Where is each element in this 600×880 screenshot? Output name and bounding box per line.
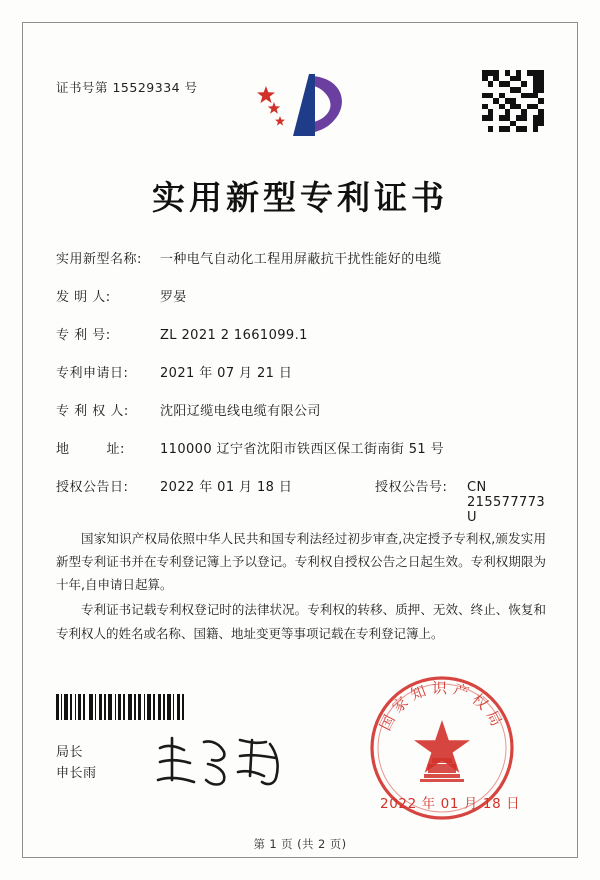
handwritten-signature-icon: [152, 728, 292, 794]
grant-date-label: 授权公告日:: [56, 480, 129, 495]
director-name: 申长雨: [56, 766, 97, 782]
field-row: [56, 248, 546, 267]
field-row: [56, 400, 546, 419]
seal-date: 2022 年 01 月 18 日: [380, 796, 521, 812]
field-value: 一种电气自动化工程用屏蔽抗干扰性能好的电缆: [160, 252, 442, 267]
field-row: [56, 324, 546, 343]
field-row: [56, 362, 546, 381]
grant-row: [56, 476, 546, 525]
page-title: 实用新型专利证书: [152, 178, 448, 217]
field-value: ZL 2021 2 1661099.1: [160, 328, 308, 343]
field-value: 2021 年 07 月 21 日: [160, 366, 293, 381]
field-value: 沈阳辽缆电线电缆有限公司: [160, 404, 321, 419]
barcode: [56, 694, 206, 720]
field-value: 罗晏: [160, 290, 187, 305]
field-value: 110000 辽宁省沈阳市铁西区保工街南街 51 号: [160, 442, 444, 457]
cnipa-logo-icon: [252, 66, 362, 146]
legal-text: [56, 527, 546, 647]
qr-code: [482, 70, 544, 132]
field-label: 专 利 权 人:: [56, 404, 129, 419]
certificate-number: 证书号第 15529334 号: [56, 80, 198, 95]
field-label: 发 明 人:: [56, 290, 111, 305]
field-row: [56, 438, 546, 457]
field-label: 专 利 号:: [56, 328, 111, 343]
legal-paragraph: 专利证书记载专利权登记时的法律状况。专利权的转移、质押、无效、终止、恢复和专利权人的姓名或名称、国籍、地址变更等事项记载在专利登记簿上。: [56, 602, 546, 641]
grant-number-label: 授权公告号:: [375, 480, 448, 495]
legal-paragraph: 国家知识产权局依照中华人民共和国专利法经过初步审查,决定授予专利权,颁发实用新型专利证书并在专利登记簿上予以登记。专利权自授权公告之日起生效。专利权期限为十年,自申请日起算。: [56, 531, 546, 593]
field-label: 实用新型名称:: [56, 252, 142, 267]
field-label: 地 址:: [56, 442, 125, 457]
director-role-label: 局长: [56, 745, 84, 760]
signature-block: [56, 742, 97, 785]
grant-date-value: 2022 年 01 月 18 日: [160, 480, 293, 495]
grant-number-value: CN 215577773 U: [467, 480, 546, 525]
field-list: [56, 248, 546, 544]
page-footer: 第 1 页 (共 2 页): [253, 837, 347, 851]
field-label: 专利申请日:: [56, 366, 129, 381]
seal-text: 国家知识产权局: [376, 679, 508, 734]
field-row: [56, 286, 546, 305]
